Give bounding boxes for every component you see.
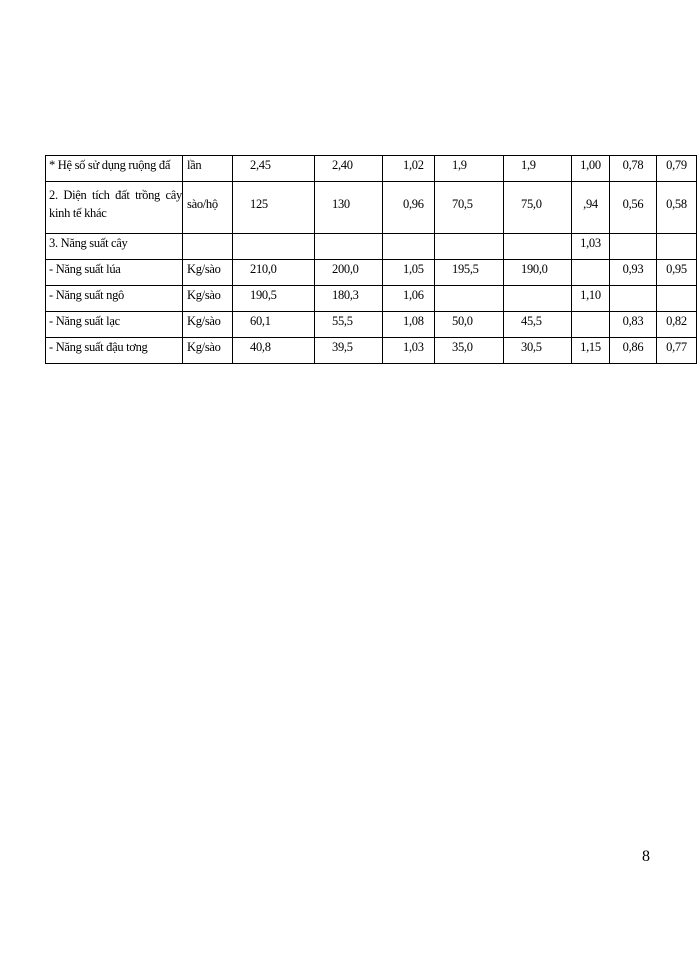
table-row <box>46 234 697 260</box>
value-cell: ,94 <box>572 182 610 234</box>
page-number: 8 <box>642 848 650 865</box>
value-cell: 50,0 <box>435 312 504 338</box>
value-cell: 1,03 <box>572 234 610 260</box>
value-cell <box>383 234 435 260</box>
row-label: 2. Diện tích đất trồng cây kinh tế khác <box>46 182 183 234</box>
value-cell <box>610 234 657 260</box>
value-cell: 0,56 <box>610 182 657 234</box>
value-cell: 0,93 <box>610 260 657 286</box>
table-row <box>46 286 697 312</box>
value-cell: 1,06 <box>383 286 435 312</box>
value-cell: 1,15 <box>572 338 610 364</box>
value-cell <box>572 312 610 338</box>
value-cell: 45,5 <box>504 312 572 338</box>
value-cell: 1,03 <box>383 338 435 364</box>
value-cell: 200,0 <box>315 260 383 286</box>
table-row <box>46 260 697 286</box>
table-row <box>46 312 697 338</box>
value-cell: 0,96 <box>383 182 435 234</box>
value-cell <box>657 234 697 260</box>
value-cell <box>657 286 697 312</box>
value-cell: 39,5 <box>315 338 383 364</box>
value-cell: 1,05 <box>383 260 435 286</box>
unit-cell: sào/hộ <box>183 182 233 234</box>
value-cell: 210,0 <box>233 260 315 286</box>
value-cell <box>610 286 657 312</box>
value-cell: 55,5 <box>315 312 383 338</box>
value-cell <box>572 260 610 286</box>
value-cell: 180,3 <box>315 286 383 312</box>
row-label: - Năng suất lạc <box>46 312 183 338</box>
value-cell: 0,86 <box>610 338 657 364</box>
value-cell: 0,79 <box>657 156 697 182</box>
value-cell: 35,0 <box>435 338 504 364</box>
value-cell <box>504 286 572 312</box>
row-label: - Năng suất đậu tơng <box>46 338 183 364</box>
value-cell: 1,08 <box>383 312 435 338</box>
value-cell: 190,0 <box>504 260 572 286</box>
statistics-table <box>45 155 697 364</box>
value-cell: 0,58 <box>657 182 697 234</box>
table-row <box>46 182 697 234</box>
value-cell <box>504 234 572 260</box>
unit-cell: lần <box>183 156 233 182</box>
value-cell: 1,00 <box>572 156 610 182</box>
value-cell: 0,78 <box>610 156 657 182</box>
value-cell: 1,9 <box>504 156 572 182</box>
row-label: * Hệ số sử dụng ruộng đấ <box>46 156 183 182</box>
value-cell: 195,5 <box>435 260 504 286</box>
table-row <box>46 338 697 364</box>
value-cell: 30,5 <box>504 338 572 364</box>
value-cell: 0,82 <box>657 312 697 338</box>
value-cell: 1,10 <box>572 286 610 312</box>
value-cell: 75,0 <box>504 182 572 234</box>
value-cell: 0,77 <box>657 338 697 364</box>
value-cell <box>233 234 315 260</box>
value-cell <box>435 286 504 312</box>
unit-cell: Kg/sào <box>183 260 233 286</box>
value-cell: 2,40 <box>315 156 383 182</box>
value-cell: 0,83 <box>610 312 657 338</box>
value-cell: 70,5 <box>435 182 504 234</box>
value-cell <box>315 234 383 260</box>
value-cell: 40,8 <box>233 338 315 364</box>
table-row <box>46 156 697 182</box>
unit-cell <box>183 234 233 260</box>
value-cell: 130 <box>315 182 383 234</box>
value-cell: 0,95 <box>657 260 697 286</box>
row-label: - Năng suất ngô <box>46 286 183 312</box>
value-cell: 1,9 <box>435 156 504 182</box>
value-cell <box>435 234 504 260</box>
unit-cell: Kg/sào <box>183 312 233 338</box>
unit-cell: Kg/sào <box>183 286 233 312</box>
unit-cell: Kg/sào <box>183 338 233 364</box>
row-label: - Năng suất lúa <box>46 260 183 286</box>
value-cell: 2,45 <box>233 156 315 182</box>
value-cell: 125 <box>233 182 315 234</box>
value-cell: 1,02 <box>383 156 435 182</box>
row-label: 3. Năng suất cây <box>46 234 183 260</box>
value-cell: 190,5 <box>233 286 315 312</box>
value-cell: 60,1 <box>233 312 315 338</box>
